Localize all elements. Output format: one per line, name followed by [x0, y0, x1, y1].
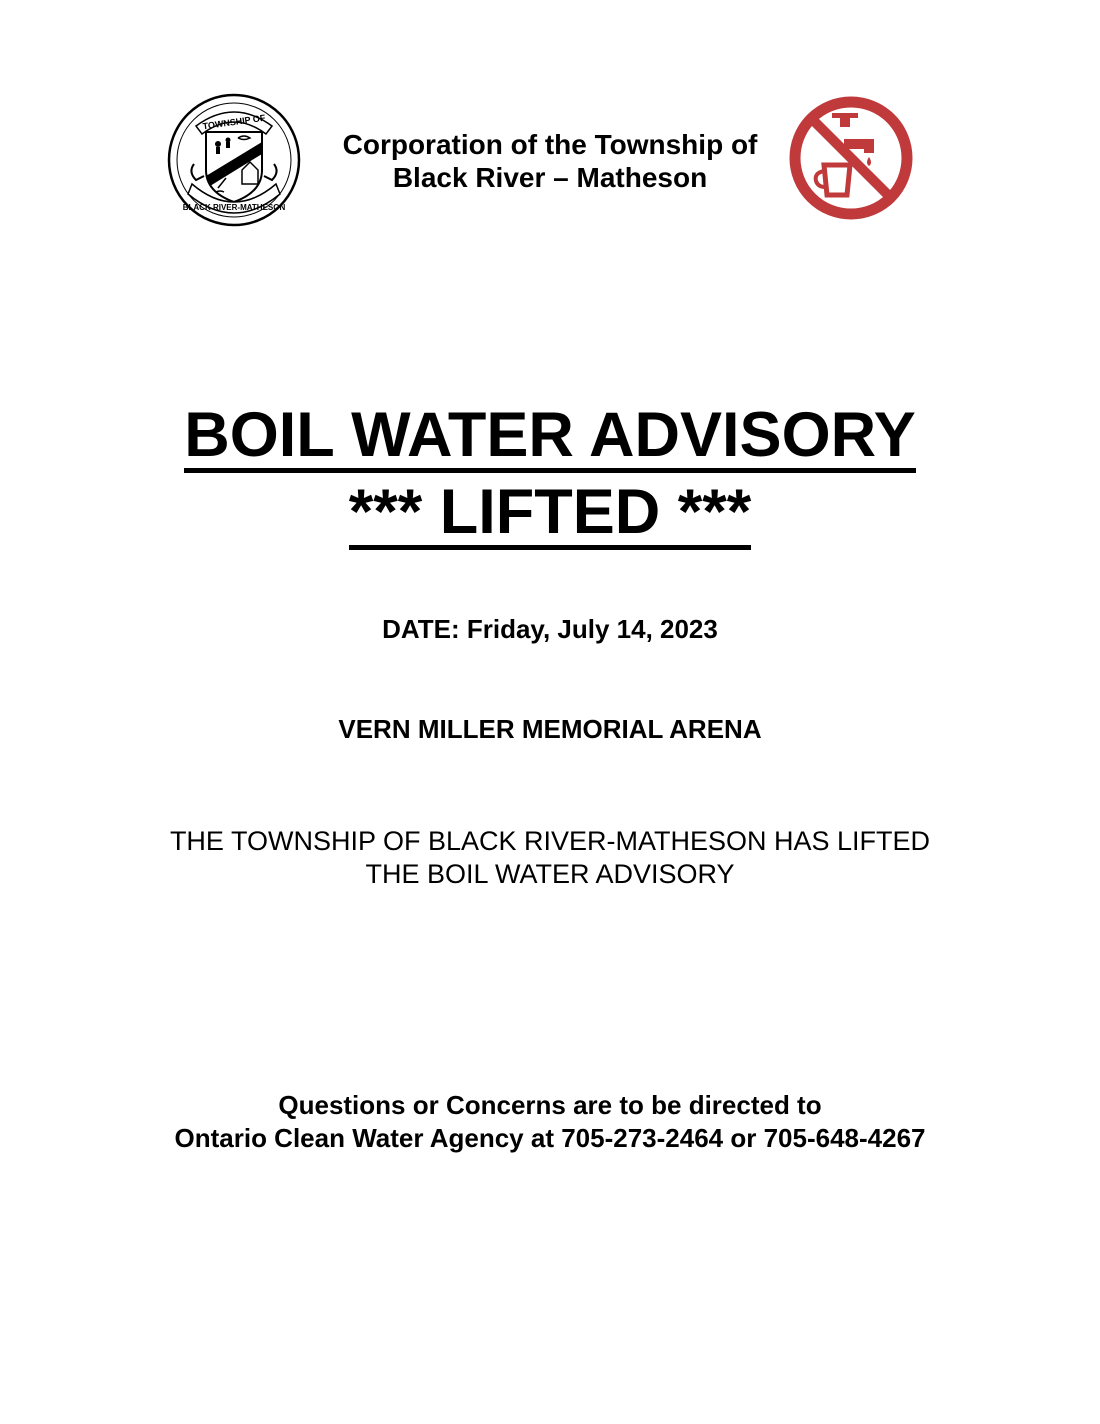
- advisory-title-line-2: *** LIFTED ***: [349, 481, 752, 550]
- header-line-1: Corporation of the Township of: [342, 129, 758, 160]
- announcement: [0, 825, 1100, 891]
- no-drinking-water-icon: [788, 95, 914, 221]
- announcement-line-1: THE TOWNSHIP OF BLACK RIVER-MATHESON HAS LIFTED: [169, 826, 931, 856]
- announcement-line-2: THE BOIL WATER ADVISORY: [365, 859, 735, 889]
- header-line-2: Black River – Matheson: [392, 162, 708, 193]
- advisory-status: [0, 477, 1100, 550]
- contact-info: [0, 1089, 1100, 1155]
- svg-text:BLACK RIVER-MATHESON: BLACK RIVER-MATHESON: [182, 203, 286, 212]
- contact-line-1: Questions or Concerns are to be directed to: [278, 1090, 822, 1120]
- advisory-location: VERN MILLER MEMORIAL ARENA: [338, 714, 762, 744]
- corporation-header: [300, 128, 800, 194]
- advisory-date: DATE: Friday, July 14, 2023: [382, 614, 718, 644]
- svg-text:TOWNSHIP OF: TOWNSHIP OF: [202, 112, 266, 132]
- advisory-title: [0, 400, 1100, 473]
- township-seal-icon: [166, 92, 302, 228]
- advisory-title-line-1: BOIL WATER ADVISORY: [184, 404, 916, 473]
- contact-line-2: Ontario Clean Water Agency at 705-273-2464 or 705-648-4267: [174, 1123, 926, 1153]
